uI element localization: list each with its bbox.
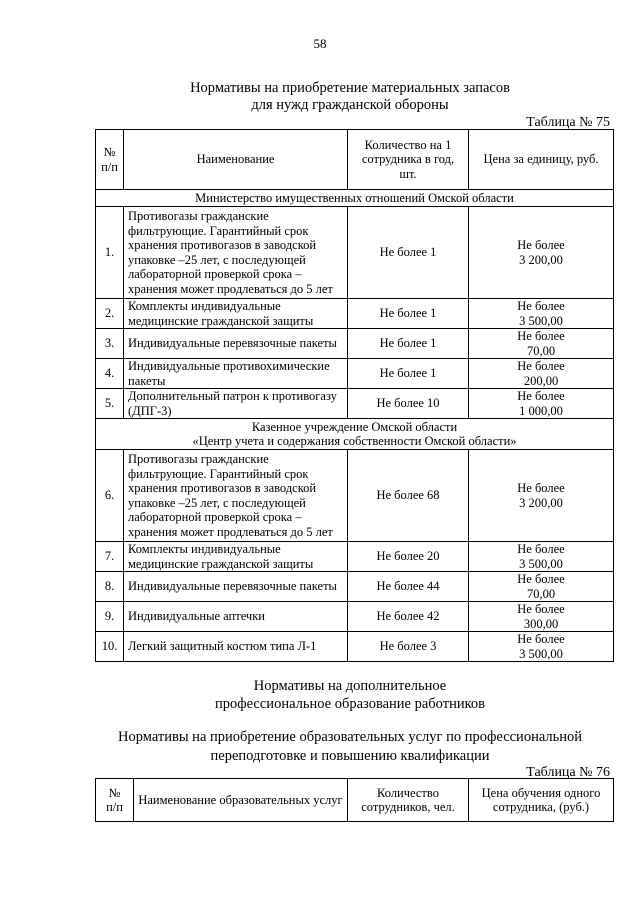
cell-line: медицинские гражданской защиты (128, 313, 314, 328)
cell-name (124, 450, 348, 542)
cell-qty: Не более 3 (348, 632, 469, 662)
org-name: Казенное учреждение Омской области «Центр учета и содержания собственности Омской области» (96, 419, 614, 450)
cell-line: лабораторной проверкой срока – (128, 510, 302, 524)
page-number: 58 (313, 36, 327, 51)
cell-num: 5. (96, 389, 124, 419)
cell-line: 3 200,00 (519, 495, 563, 510)
cell-line: Индивидуальные перевязочные пакеты (128, 336, 337, 351)
cell-line: Не более (517, 299, 565, 313)
cell-line: (ДПГ-3) (128, 403, 172, 418)
cell-qty: Не более 1 (348, 299, 469, 329)
cell-line: 70,00 (526, 586, 556, 601)
cell-line: хранения противогазов в заводской (128, 238, 317, 252)
cell-name (124, 207, 348, 299)
cell-name (124, 572, 348, 602)
cell-line: 3 500,00 (519, 646, 563, 661)
cell-num: 10. (96, 632, 124, 662)
cell-price (469, 542, 614, 572)
table75-label: Таблица № 75 (526, 115, 610, 130)
header-price: Цена обучения одного сотрудника, (руб.) (469, 779, 614, 822)
cell-line: Комплекты индивидуальные (128, 542, 281, 556)
cell-name (124, 389, 348, 419)
header-qty: Количество сотрудников, чел. (348, 779, 469, 822)
cell-line: упаковке –25 лет, с последующей (128, 495, 306, 510)
cell-line: Не более (517, 389, 565, 403)
table-row (96, 450, 614, 542)
title-line: Нормативы на дополнительное (253, 678, 447, 694)
cell-line: Не более (517, 238, 565, 252)
table-row (96, 207, 614, 299)
cell-qty: Не более 1 (348, 359, 469, 389)
table-header-row (96, 779, 614, 822)
cell-line: Не более (517, 542, 565, 556)
cell-line: 3 500,00 (519, 313, 563, 328)
cell-line: 70,00 (526, 343, 556, 358)
table-75 (95, 129, 614, 662)
cell-line: пакеты (128, 373, 166, 388)
cell-num: 4. (96, 359, 124, 389)
header-name: Наименование образовательных услуг (134, 779, 348, 822)
cell-line: Не более (517, 572, 565, 586)
cell-num: 1. (96, 207, 124, 299)
cell-line: упаковке –25 лет, с последующей (128, 252, 306, 267)
section-title-education (100, 677, 600, 713)
cell-price (469, 329, 614, 359)
cell-line: Не более (517, 359, 565, 373)
table-row (96, 632, 614, 662)
table-row (96, 359, 614, 389)
cell-name (124, 542, 348, 572)
cell-qty: Не более 68 (348, 450, 469, 542)
table76-label: Таблица № 76 (526, 765, 610, 780)
cell-line: 200,00 (523, 373, 559, 388)
cell-price (469, 207, 614, 299)
cell-price (469, 389, 614, 419)
cell-line: медицинские гражданской защиты (128, 556, 314, 571)
cell-qty: Не более 1 (348, 207, 469, 299)
title-line: профессиональное образование работников (214, 696, 485, 712)
title-line: Нормативы на приобретение образовательных услуг по профессиональной (117, 729, 583, 745)
cell-line: хранения противогазов в заводской (128, 481, 317, 495)
cell-line: 1 000,00 (519, 403, 563, 418)
cell-line: фильтрующие. Гарантийный срок (128, 223, 309, 238)
table-header-row (96, 130, 614, 190)
cell-price (469, 602, 614, 632)
cell-line: Индивидуальные перевязочные пакеты (128, 579, 337, 594)
cell-line: Легкий защитный костюм типа Л-1 (128, 639, 317, 654)
cell-line: 300,00 (523, 616, 559, 631)
cell-line: фильтрующие. Гарантийный срок (128, 466, 309, 481)
cell-price (469, 299, 614, 329)
cell-name (124, 359, 348, 389)
table-row (96, 299, 614, 329)
table-row (96, 602, 614, 632)
title-line: Нормативы на приобретение материальных запасов (190, 80, 510, 96)
cell-line: Не более (517, 329, 565, 343)
cell-line: Не более (517, 602, 565, 616)
cell-price (469, 359, 614, 389)
cell-qty: Не более 42 (348, 602, 469, 632)
cell-line: Противогазы гражданские (128, 209, 269, 223)
table-row (96, 329, 614, 359)
table-76 (95, 778, 614, 822)
cell-num: 2. (96, 299, 124, 329)
cell-line: лабораторной проверкой срока – (128, 267, 302, 281)
cell-qty: Не более 44 (348, 572, 469, 602)
table-row (96, 542, 614, 572)
cell-num: 6. (96, 450, 124, 542)
cell-price (469, 450, 614, 542)
cell-name (124, 632, 348, 662)
section-row (96, 190, 614, 207)
title-line: переподготовке и повышению квалификации (210, 748, 490, 764)
cell-line: 3 500,00 (519, 556, 563, 571)
cell-num: 8. (96, 572, 124, 602)
table-row (96, 572, 614, 602)
table-row (96, 389, 614, 419)
cell-price (469, 632, 614, 662)
cell-num: 3. (96, 329, 124, 359)
cell-line: 3 200,00 (519, 252, 563, 267)
header-name: Наименование (124, 130, 348, 190)
header-price: Цена за единицу, руб. (469, 130, 614, 190)
title-line: для нужд гражданской обороны (251, 97, 449, 113)
header-num: № п/п (96, 779, 134, 822)
cell-line: Дополнительный патрон к противогазу (128, 389, 337, 403)
cell-line: Не более (517, 481, 565, 495)
org-name: Министерство имущественных отношений Омской области (96, 190, 614, 207)
table76-title (60, 728, 640, 766)
table75-title (100, 80, 600, 114)
header-num: № п/п (96, 130, 124, 190)
cell-line: Противогазы гражданские (128, 452, 269, 466)
cell-price (469, 572, 614, 602)
cell-num: 7. (96, 542, 124, 572)
cell-line: Не более (517, 632, 565, 646)
cell-name (124, 329, 348, 359)
cell-line: хранения может продлеваться до 5 лет (128, 281, 333, 296)
cell-name (124, 299, 348, 329)
cell-line: Индивидуальные аптечки (128, 609, 265, 624)
cell-line: Индивидуальные противохимические (128, 359, 330, 373)
cell-line: хранения может продлеваться до 5 лет (128, 524, 333, 539)
cell-qty: Не более 1 (348, 329, 469, 359)
cell-qty: Не более 20 (348, 542, 469, 572)
header-qty: Количество на 1 сотрудника в год, шт. (348, 130, 469, 190)
cell-name (124, 602, 348, 632)
cell-qty: Не более 10 (348, 389, 469, 419)
cell-num: 9. (96, 602, 124, 632)
cell-line: Комплекты индивидуальные (128, 299, 281, 313)
section-row (96, 419, 614, 450)
